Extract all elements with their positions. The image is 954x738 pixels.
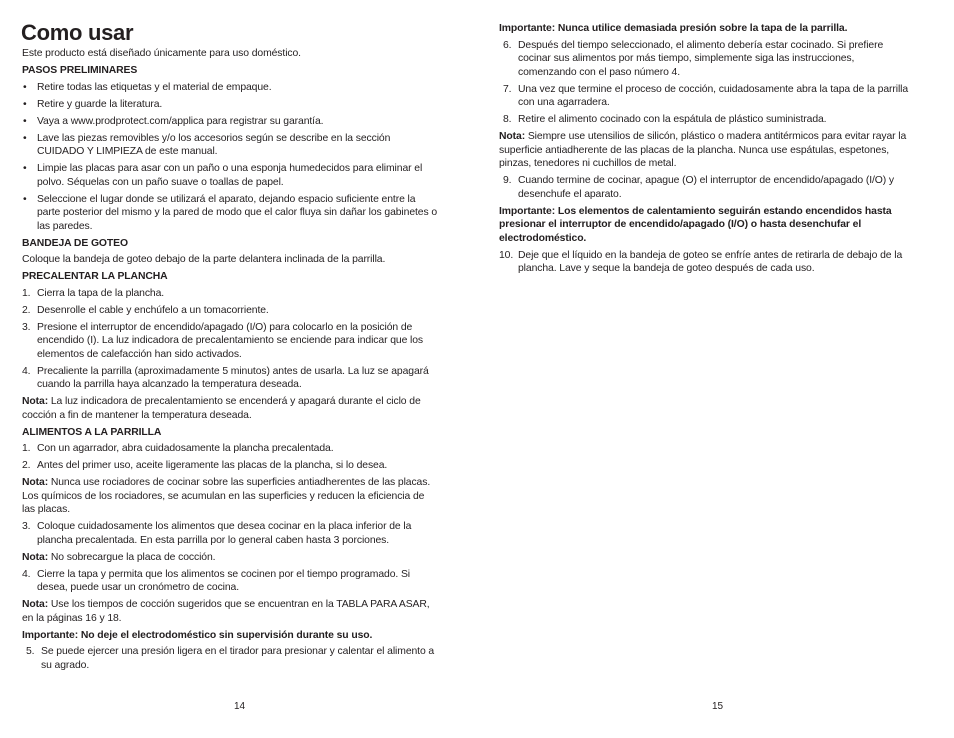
step-number: 9.: [503, 175, 512, 186]
note-label: Nota:: [499, 131, 526, 142]
grilling-steps-list: [22, 442, 440, 473]
step-item: [22, 459, 440, 473]
bullet-item: • Vaya a www.prodprotect.com/applica para registrar su garantía.: [22, 115, 440, 129]
important-notice: Importante: No deje el electrodoméstico sin supervisión durante su uso.: [22, 629, 373, 641]
grilling-steps-list-cont: [22, 645, 440, 672]
drip-tray-text: Coloque la bandeja de goteo debajo de la parte delantera inclinada de la parrilla.: [22, 254, 386, 265]
step-text: Antes del primer uso, aceite ligeramente las placas de la plancha, si lo desea.: [37, 460, 388, 471]
step-number: 4.: [22, 365, 31, 377]
note-text: Use los tiempos de cocción sugeridos que se encuentran en la TABLA PARA ASAR, en la páginas 16 y 18.: [22, 599, 430, 624]
step-text: Una vez que termine el proceso de cocción, cuidadosamente abra la tapa de la parrilla con una agarradera.: [518, 83, 909, 108]
note-preheat: [22, 395, 440, 422]
step-item: [22, 321, 440, 362]
left-page-column: [22, 47, 440, 676]
step-item: [22, 645, 440, 672]
grilling-steps-list-right: [499, 39, 915, 127]
note-text: Nunca use rociadores de cocinar sobre las superficies antiadherentes de las placas. Los químicos de los rociadores, se acumulan en las superficies y reducen la eficiencia de las placas.: [22, 477, 431, 515]
right-page-column: [499, 22, 915, 279]
step-item: [22, 304, 440, 318]
step-number: 3.: [22, 321, 31, 333]
step-item: [22, 568, 440, 595]
grilling-steps-list-right-cont: [499, 249, 915, 276]
step-text: Presione el interruptor de encendido/apagado (I/O) para colocarlo en la posición de encendido (I). La luz indicadora de precalentamiento se enciende para indicar que los elementos de calefacción han sido activados.: [37, 321, 424, 360]
step-item: [22, 520, 440, 547]
step-number: 1.: [22, 443, 31, 454]
note-label: Nota:: [22, 599, 49, 610]
important-notice: Importante: Nunca utilice demasiada presión sobre la tapa de la parrilla.: [499, 23, 848, 34]
bullet-item: • Seleccione el lugar donde se utilizará el aparato, dejando espacio suficiente entre la parte posterior del mismo y la pared de modo que el calor fluya sin dañar los gabinetes o las paredes.: [22, 193, 440, 234]
note-utensils: [499, 130, 915, 171]
step-number: 6.: [503, 39, 512, 51]
bullet-item: • Retire y guarde la literatura.: [22, 98, 440, 112]
step-number: 7.: [503, 83, 512, 95]
note-label: Nota:: [22, 396, 49, 407]
preheat-steps-list: [22, 287, 440, 392]
important-notice: Importante: Los elementos de calentamiento seguirán estando encendidos hasta presionar el interruptor de encendido/apagado (I/O) o hasta desenchufar el electrodoméstico.: [499, 205, 892, 244]
step-item: [499, 174, 915, 201]
bullet-item: • Retire todas las etiquetas y el material de empaque.: [22, 81, 440, 95]
step-number: 4.: [22, 568, 31, 580]
note-overload: [22, 551, 440, 565]
step-item: [22, 365, 440, 392]
section-heading-preheat: PRECALENTAR LA PLANCHA: [22, 271, 168, 282]
step-item: [499, 39, 915, 80]
note-cooking-times: [22, 598, 440, 625]
section-heading-drip-tray: BANDEJA DE GOTEO: [22, 237, 128, 249]
step-text: Se puede ejercer una presión ligera en el tirador para presionar y calentar el alimento a su agrado.: [41, 646, 435, 671]
step-item: [22, 287, 440, 301]
note-text: No sobrecargue la placa de cocción.: [48, 551, 216, 563]
note-label: Nota:: [22, 551, 49, 563]
grilling-steps-list-right-cont: [499, 174, 915, 201]
step-item: [499, 113, 915, 127]
step-number: 1.: [22, 287, 31, 299]
step-number: 5.: [26, 646, 35, 657]
note-text: La luz indicadora de precalentamiento se encenderá y apagará durante el ciclo de cocción a fin de mantener la temperatura deseada.: [22, 396, 421, 421]
step-text: Cierra la tapa de la plancha.: [37, 287, 165, 299]
step-text: Deje que el líquido en la bandeja de goteo se enfríe antes de retirarla de debajo de la plancha. Lave y seque la bandeja de goteo después de cada uso.: [518, 249, 903, 274]
bullet-item: • Limpie las placas para asar con un paño o una esponja humedecidos para eliminar el polvo. Séquelas con un paño suave o toallas de papel.: [22, 162, 440, 189]
grilling-steps-list-cont: [22, 568, 440, 595]
note-label: Nota:: [22, 477, 49, 488]
intro-text: Este producto está diseñado únicamente para uso doméstico.: [22, 48, 301, 59]
step-text: Después del tiempo seleccionado, el alimento debería estar cocinado. Si prefiere cocinar sus alimentos por más tiempo, simplemente siga las instrucciones, comenzando con el paso número 4.: [518, 39, 884, 78]
step-number: 3.: [22, 521, 31, 532]
step-text: Coloque cuidadosamente los alimentos que desea cocinar en la placa inferior de la plancha precalentada. En esta parrilla por lo general caben hasta 3 porciones.: [37, 521, 412, 546]
step-number: 2.: [22, 304, 31, 316]
step-item: [499, 83, 915, 110]
bullet-item: • Lave las piezas removibles y/o los accesorios según se describe en la sección CUIDADO Y LIMPIEZA de este manual.: [22, 132, 440, 159]
step-text: Cuando termine de cocinar, apague (O) el interruptor de encendido/apagado (I/O) y desenchufe el aparato.: [518, 175, 895, 200]
step-item: [22, 442, 440, 456]
note-text: Siempre use utensilios de silicón, plástico o madera antitérmicos para evitar rayar la superficie antiadherente de las placas de la plancha. Nunca use espátulas, espetones, pinzas, tenedores ni cuchillos de metal.: [499, 131, 907, 169]
page-title: Como usar: [21, 20, 134, 45]
preliminary-bullet-list: [22, 81, 440, 234]
step-number: 2.: [22, 460, 31, 471]
section-heading-preliminary: PASOS PRELIMINARES: [22, 65, 138, 76]
step-number: 8.: [503, 114, 512, 125]
section-heading-grilling: ALIMENTOS A LA PARRILLA: [22, 426, 162, 438]
step-text: Desenrolle el cable y enchúfelo a un tomacorriente.: [37, 304, 269, 316]
page-number-right: 15: [712, 701, 724, 712]
grilling-steps-list-cont: [22, 520, 440, 547]
step-item: [499, 249, 915, 276]
step-text: Retire el alimento cocinado con la espátula de plástico suministrada.: [518, 114, 827, 125]
page-number-left: 14: [234, 701, 246, 712]
step-text: Con un agarrador, abra cuidadosamente la plancha precalentada.: [37, 443, 334, 454]
step-text: Precaliente la parrilla (aproximadamente 5 minutos) antes de usarla. La luz se apagará cuando la parrilla haya alcanzado la temperatura deseada.: [37, 365, 429, 390]
step-text: Cierre la tapa y permita que los alimentos se cocinen por el tiempo programado. Si desea, puede usar un cronómetro de cocina.: [37, 568, 410, 593]
note-spray: [22, 476, 440, 517]
step-number: 10.: [499, 249, 514, 261]
